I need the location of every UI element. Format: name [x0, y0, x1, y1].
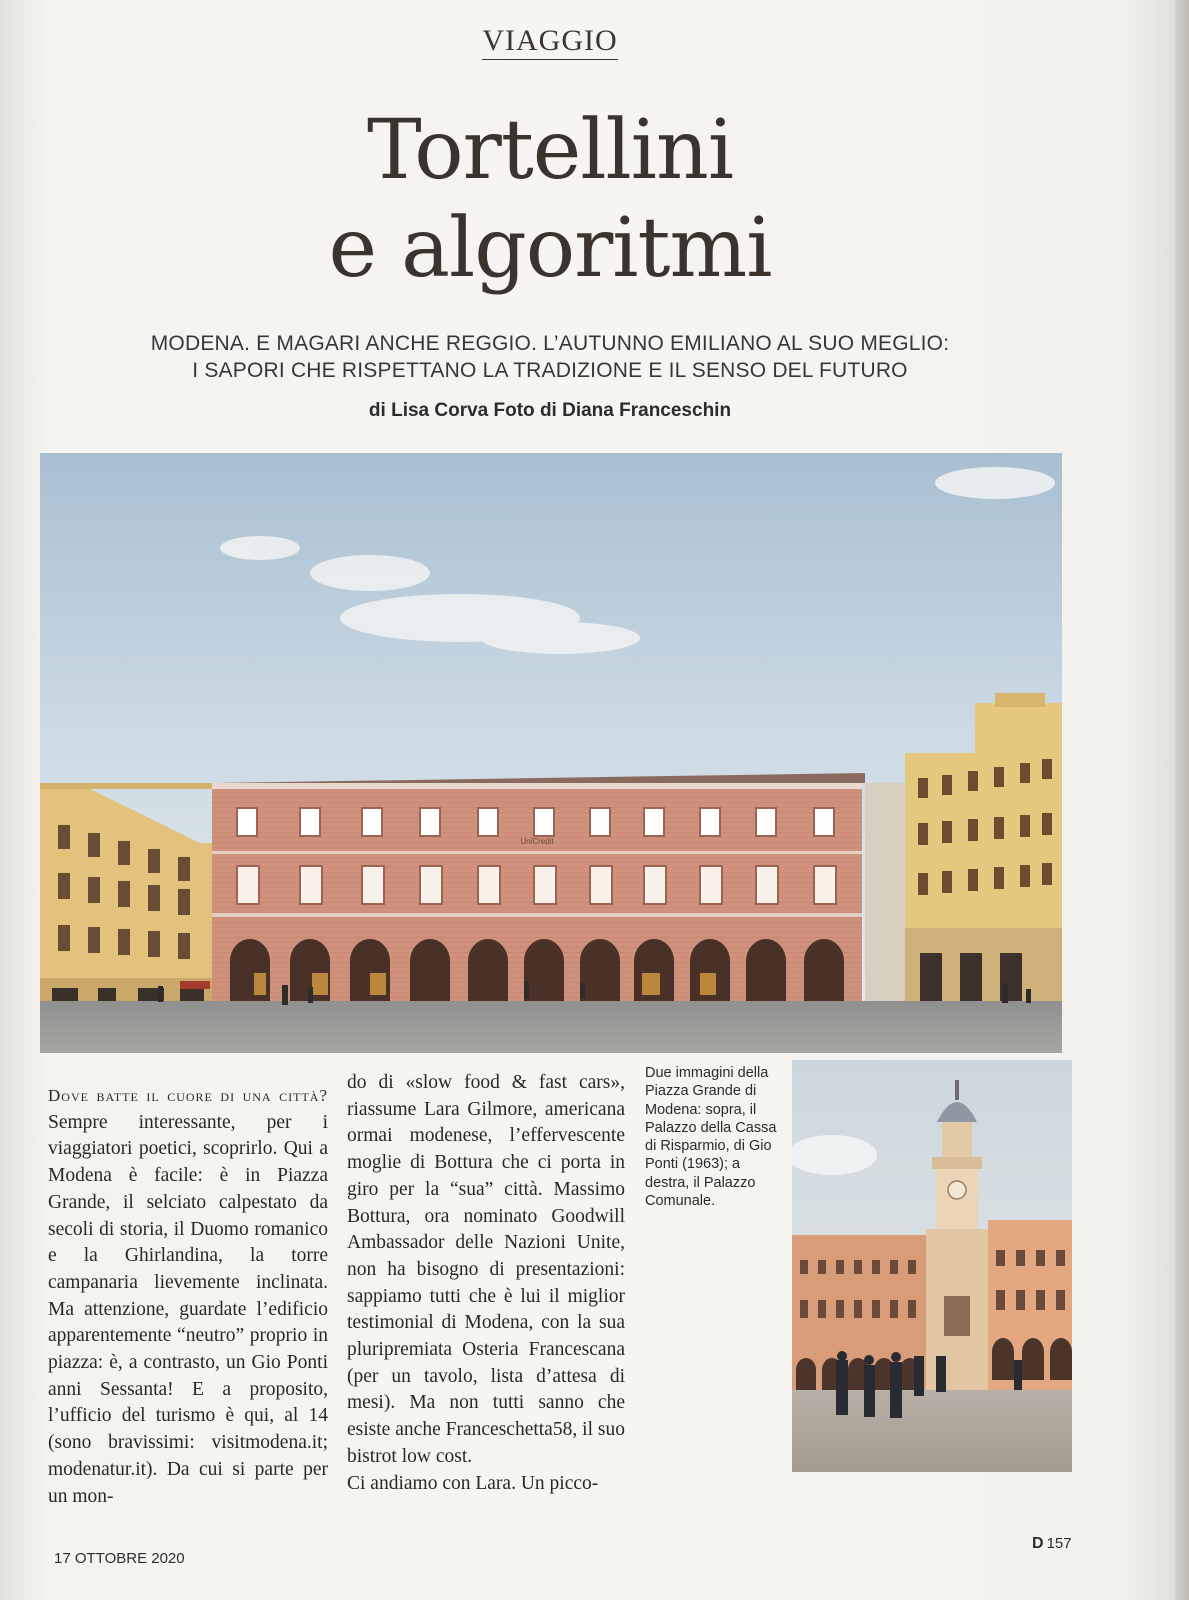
- subtitle: [0, 330, 1100, 384]
- hero-photo: [40, 453, 1062, 1053]
- photo-caption: Due immagini della Piazza Grande di Modena: sopra, il Palazzo della Cassa di Risparmio, di Gio Ponti (1963); a destra, il Palazzo Comunale.: [645, 1065, 777, 1210]
- section-label: [0, 24, 1100, 58]
- secondary-photo: [792, 1060, 1072, 1472]
- headline-line-1: Tortellini: [366, 103, 734, 198]
- page-number: 157: [1046, 1535, 1072, 1552]
- hero-sign: UniCredit: [520, 837, 554, 846]
- hero-photo-illustration: [40, 453, 1062, 1053]
- piazza-ground: [40, 1001, 1062, 1053]
- article-column-2-last-line: Ci andiamo con Lara. Un picco-: [347, 1472, 599, 1494]
- subtitle-line-1: MODENA. E MAGARI ANCHE REGGIO. L’AUTUNNO EMILIANO AL SUO MEGLIO:: [150, 332, 950, 355]
- subtitle-line-2: I SAPORI CHE RISPETTANO LA TRADIZIONE E IL SENSO DEL FUTURO: [192, 359, 908, 382]
- article-column-1-text: Sempre interessante, per i viaggiatori poetici, scoprirlo. Qui a Modena è facile: è in Piazza Grande, il selciato calpestato da secoli di storia, il Duomo romanico e la Ghirlandina, la torre campanaria lievemente inclinata. Ma attenzione, guardate l’edificio apparentemente “neutro” proprio in piazza: è, a contrasto, un Gio Ponti anni Sessanta! E a proposito, l’ufficio del turismo è qui, al 14 (sono bravissimi: visitmodena.it; modenatur.it). Da cui si parte per un mon-: [48, 1111, 328, 1507]
- square-ground: [792, 1390, 1072, 1472]
- secondary-photo-illustration: [792, 1060, 1072, 1472]
- palazzo-cassa-di-risparmio: [212, 773, 865, 1001]
- section-label-text: VIAGGIO: [482, 24, 617, 60]
- headline-line-2: e algoritmi: [328, 201, 772, 296]
- page-edge: [1175, 0, 1189, 1600]
- magazine-mark: D: [1032, 1535, 1044, 1552]
- article-lead-in: Dove batte il cuore di una città?: [48, 1086, 328, 1105]
- issue-date: 17 OTTOBRE 2020: [54, 1550, 185, 1567]
- headline: [0, 102, 1100, 298]
- article-column-1: [48, 1083, 328, 1510]
- article-column-2-text: do di «slow food & fast cars», riassume Lara Gilmore, americana ormai modenese, l’effervescente moglie di Bottura che ci porta in giro per la “sua” città. Massimo Bottura, ora nominato Goodwill Ambassador delle Nazioni Unite, non ha bisogno di presentazioni: sappiamo tutti che è lui il miglior testimonial di Modena, con la sua pluripremiata Osteria Francescana (per un tavolo, lista d’attesa di mesi). Ma non tutti sanno che esiste anche Franceschetta58, il suo bistrot low cost.: [347, 1072, 625, 1467]
- article-column-2: [347, 1070, 625, 1497]
- page-folio: [1032, 1535, 1072, 1553]
- byline: di Lisa Corva Foto di Diana Franceschin: [368, 400, 732, 421]
